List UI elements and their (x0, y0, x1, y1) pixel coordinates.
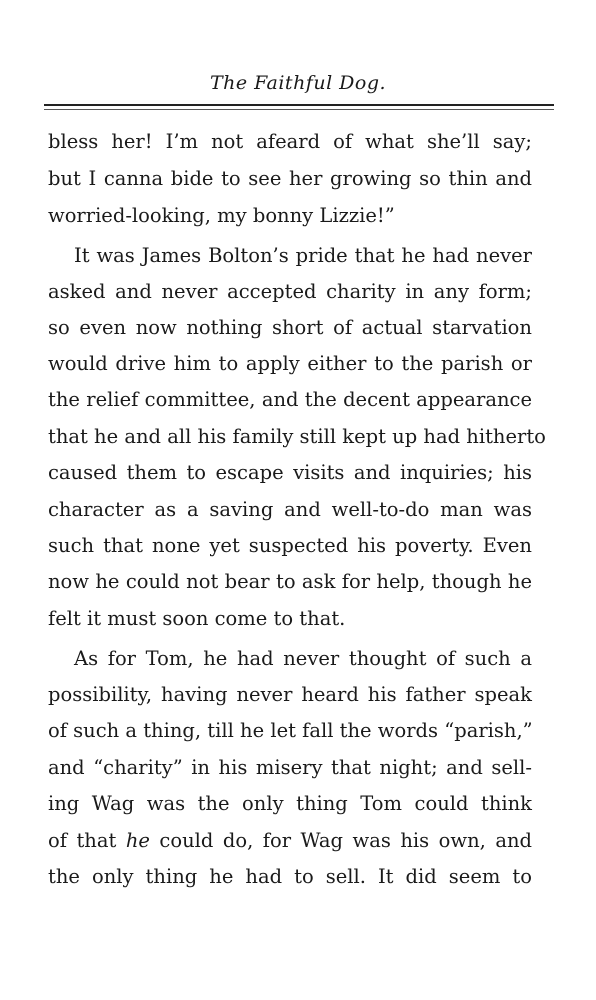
text-line: so even now nothing short of actual starvation (48, 316, 532, 339)
text-line: would drive him to apply either to the parish or (48, 352, 532, 375)
text-line: ing Wag was the only thing Tom could think (48, 792, 532, 815)
text-line: worried-looking, my bonny Lizzie!” (48, 204, 395, 227)
text-line: but I canna bide to see her growing so thin and (48, 167, 532, 190)
text-line: the relief committee, and the decent appearance (48, 388, 532, 411)
text-line: character as a saving and well-to-do man was (48, 498, 532, 521)
text-line: asked and never accepted charity in any form; (48, 280, 532, 303)
text-line: that he and all his family still kept up had hitherto (48, 425, 546, 448)
text-line: of such a thing, till he let fall the words “parish,” (48, 719, 533, 742)
text-line: caused them to escape visits and inquiries; his (48, 461, 532, 484)
text-line: now he could not bear to ask for help, though he (48, 570, 532, 593)
running-head: The Faithful Dog. (209, 72, 387, 94)
text-line: possibility, having never heard his father speak (48, 683, 532, 706)
text-line: bless her! I’m not afeard of what she’ll say; (48, 130, 532, 153)
text-run: could do, for Wag was his own, and (149, 829, 532, 852)
header-rule-thin (44, 109, 554, 110)
text-line: felt it must soon come to that. (48, 607, 346, 630)
text-line: the only thing he had to sell. It did seem to (48, 865, 532, 888)
emphasis-text: he (125, 829, 150, 852)
text-line (48, 825, 532, 857)
text-line: such that none yet suspected his poverty. Even (48, 534, 532, 557)
text-line: It was James Bolton’s pride that he had never (74, 244, 532, 267)
header-rule (44, 104, 554, 106)
text-run: of that (48, 829, 126, 852)
text-line: As for Tom, he had never thought of such a (74, 647, 532, 670)
text-line: and “charity” in his misery that night; and sell- (48, 756, 532, 779)
